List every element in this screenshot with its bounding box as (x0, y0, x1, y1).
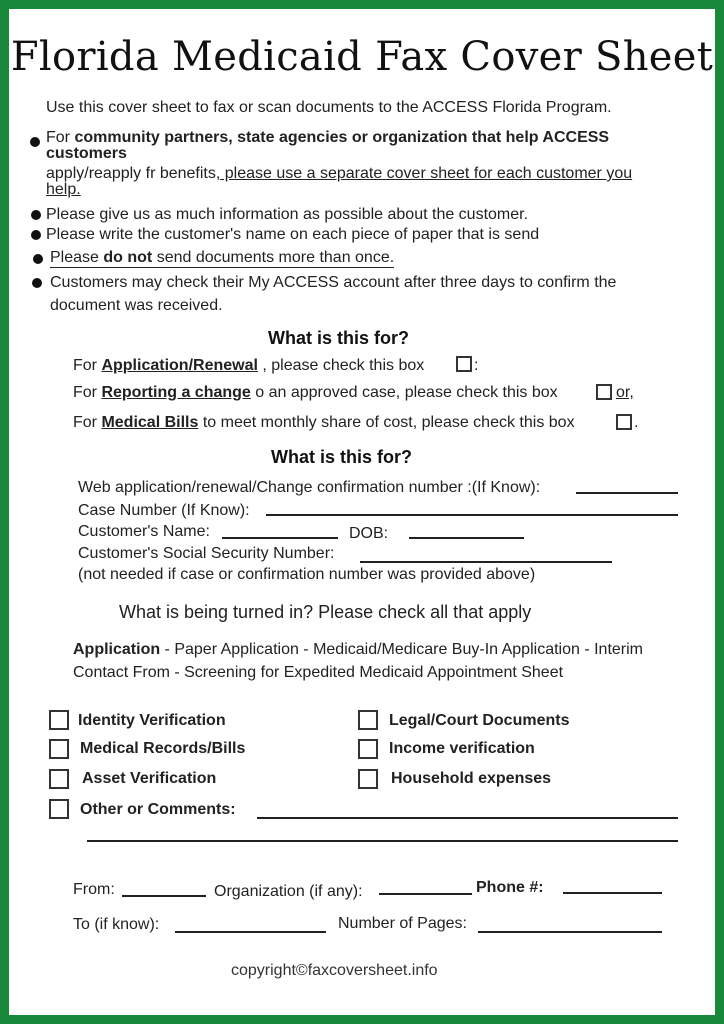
household-expenses-label: Household expenses (391, 770, 552, 787)
turned-in-desc-bold: Application (73, 641, 161, 658)
pages-label: Number of Pages: (338, 915, 467, 932)
phone-label: Phone #: (476, 879, 544, 896)
turned-in-question: What is being turned in? Please check all that apply (119, 602, 532, 622)
asset-verification-checkbox[interactable] (49, 769, 69, 789)
purpose-row-reporting (73, 384, 558, 402)
customer-name-label: Customer's Name: (78, 523, 210, 540)
household-expenses-checkbox[interactable] (358, 769, 378, 789)
dob-field[interactable] (409, 537, 524, 539)
purpose-row-1-bold: Application/Renewal (101, 357, 258, 374)
phone-field[interactable] (563, 892, 662, 894)
purpose-row-3-pre: For (73, 414, 102, 431)
purpose-row-1-end: : (474, 357, 479, 374)
turned-in-desc-line-1 (73, 641, 643, 659)
intro-text: Use this cover sheet to fax or scan documents to the ACCESS Florida Program. (46, 99, 612, 116)
web-confirmation-field[interactable] (576, 492, 678, 494)
purpose-row-2-or: or, (616, 384, 634, 401)
turned-in-desc-line-2: Contact From - Screening for Expedited Medicaid Appointment Sheet (73, 664, 564, 681)
bullet-dot (30, 137, 40, 147)
legal-court-checkbox[interactable] (358, 710, 378, 730)
from-label: From: (73, 881, 115, 898)
page-title: Florida Medicaid Fax Cover Sheet (10, 34, 714, 80)
purpose-row-2-pre: For (73, 384, 102, 401)
bullet-1-line-2 (46, 165, 632, 183)
purpose-row-2-bold: Reporting a change (101, 384, 251, 401)
organization-field[interactable] (379, 893, 472, 895)
purpose-heading: What is this for? (268, 328, 409, 348)
purpose-row-3-post: to meet monthly share of cost, please check this box (198, 414, 575, 431)
reporting-change-checkbox[interactable] (596, 384, 612, 400)
info-heading: What is this for? (271, 447, 412, 467)
from-field[interactable] (122, 895, 206, 897)
purpose-row-1-post: , please check this box (257, 357, 425, 374)
web-confirmation-label: Web application/renewal/Change confirmation number :(If Know): (78, 479, 541, 496)
bullet-3-text: Please write the customer's name on each piece of paper that is send (46, 226, 540, 243)
bullet-4-text (50, 249, 394, 268)
asset-verification-label: Asset Verification (82, 770, 217, 787)
ssn-note: (not needed if case or confirmation number was provided above) (78, 566, 536, 583)
ssn-field[interactable] (360, 561, 612, 563)
bullet-2-text: Please give us as much information as possible about the customer. (46, 206, 529, 223)
bullet-1-line-2-plain: apply/reapply fr benefits (46, 165, 216, 182)
to-field[interactable] (175, 931, 326, 933)
purpose-row-3-end: . (634, 414, 639, 431)
income-verification-checkbox[interactable] (358, 739, 378, 759)
dob-label: DOB: (349, 525, 389, 542)
pages-field[interactable] (478, 931, 662, 933)
purpose-row-3-bold: Medical Bills (101, 414, 199, 431)
medical-records-checkbox[interactable] (49, 739, 69, 759)
bullet-dot (31, 210, 41, 220)
income-verification-label: Income verification (389, 740, 535, 757)
purpose-row-2-post: o an approved case, please check this box (250, 384, 558, 401)
bullet-1-bold: community partners, state agencies or organization that help ACCESS customers (46, 129, 610, 162)
ssn-label: Customer's Social Security Number: (78, 545, 335, 562)
copyright-text: copyright©faxcoversheet.info (231, 962, 438, 979)
bullet-1-line-1 (46, 130, 686, 162)
bullet-4-pre: Please (50, 249, 104, 266)
identity-verification-checkbox[interactable] (49, 710, 69, 730)
purpose-row-application (73, 357, 424, 375)
purpose-row-medical (73, 414, 575, 432)
medical-bills-checkbox[interactable] (616, 414, 632, 430)
bullet-1-line-3: help. (46, 181, 81, 198)
purpose-row-1-pre: For (73, 357, 102, 374)
identity-verification-label: Identity Verification (78, 712, 226, 729)
bullet-4-bold: do not (103, 249, 153, 266)
turned-in-desc-rest: - Paper Application - Medicaid/Medicare Buy-In Application - Interim (160, 641, 643, 658)
other-comments-checkbox[interactable] (49, 799, 69, 819)
legal-court-label: Legal/Court Documents (389, 712, 570, 729)
bullet-4-post: send documents more than once. (152, 249, 395, 266)
organization-label: Organization (if any): (214, 883, 363, 900)
bullet-1-line-2-underlined: , please use a separate cover sheet for each customer you (215, 165, 633, 182)
customer-name-field[interactable] (222, 537, 338, 539)
application-renewal-checkbox[interactable] (456, 356, 472, 372)
other-comments-label: Other or Comments: (80, 801, 236, 818)
bullet-1-prefix: For (46, 129, 75, 146)
bullet-5-line-1: Customers may check their My ACCESS account after three days to confirm the (50, 274, 617, 291)
bullet-dot (32, 278, 42, 288)
medical-records-label: Medical Records/Bills (80, 740, 246, 757)
other-comments-field[interactable] (257, 817, 678, 819)
to-label: To (if know): (73, 916, 160, 933)
other-comments-field-line-2[interactable] (87, 840, 678, 842)
case-number-field[interactable] (266, 514, 678, 516)
case-number-label: Case Number (If Know): (78, 502, 250, 519)
bullet-dot (33, 254, 43, 264)
bullet-dot (31, 230, 41, 240)
bullet-5-line-2: document was received. (50, 297, 223, 314)
